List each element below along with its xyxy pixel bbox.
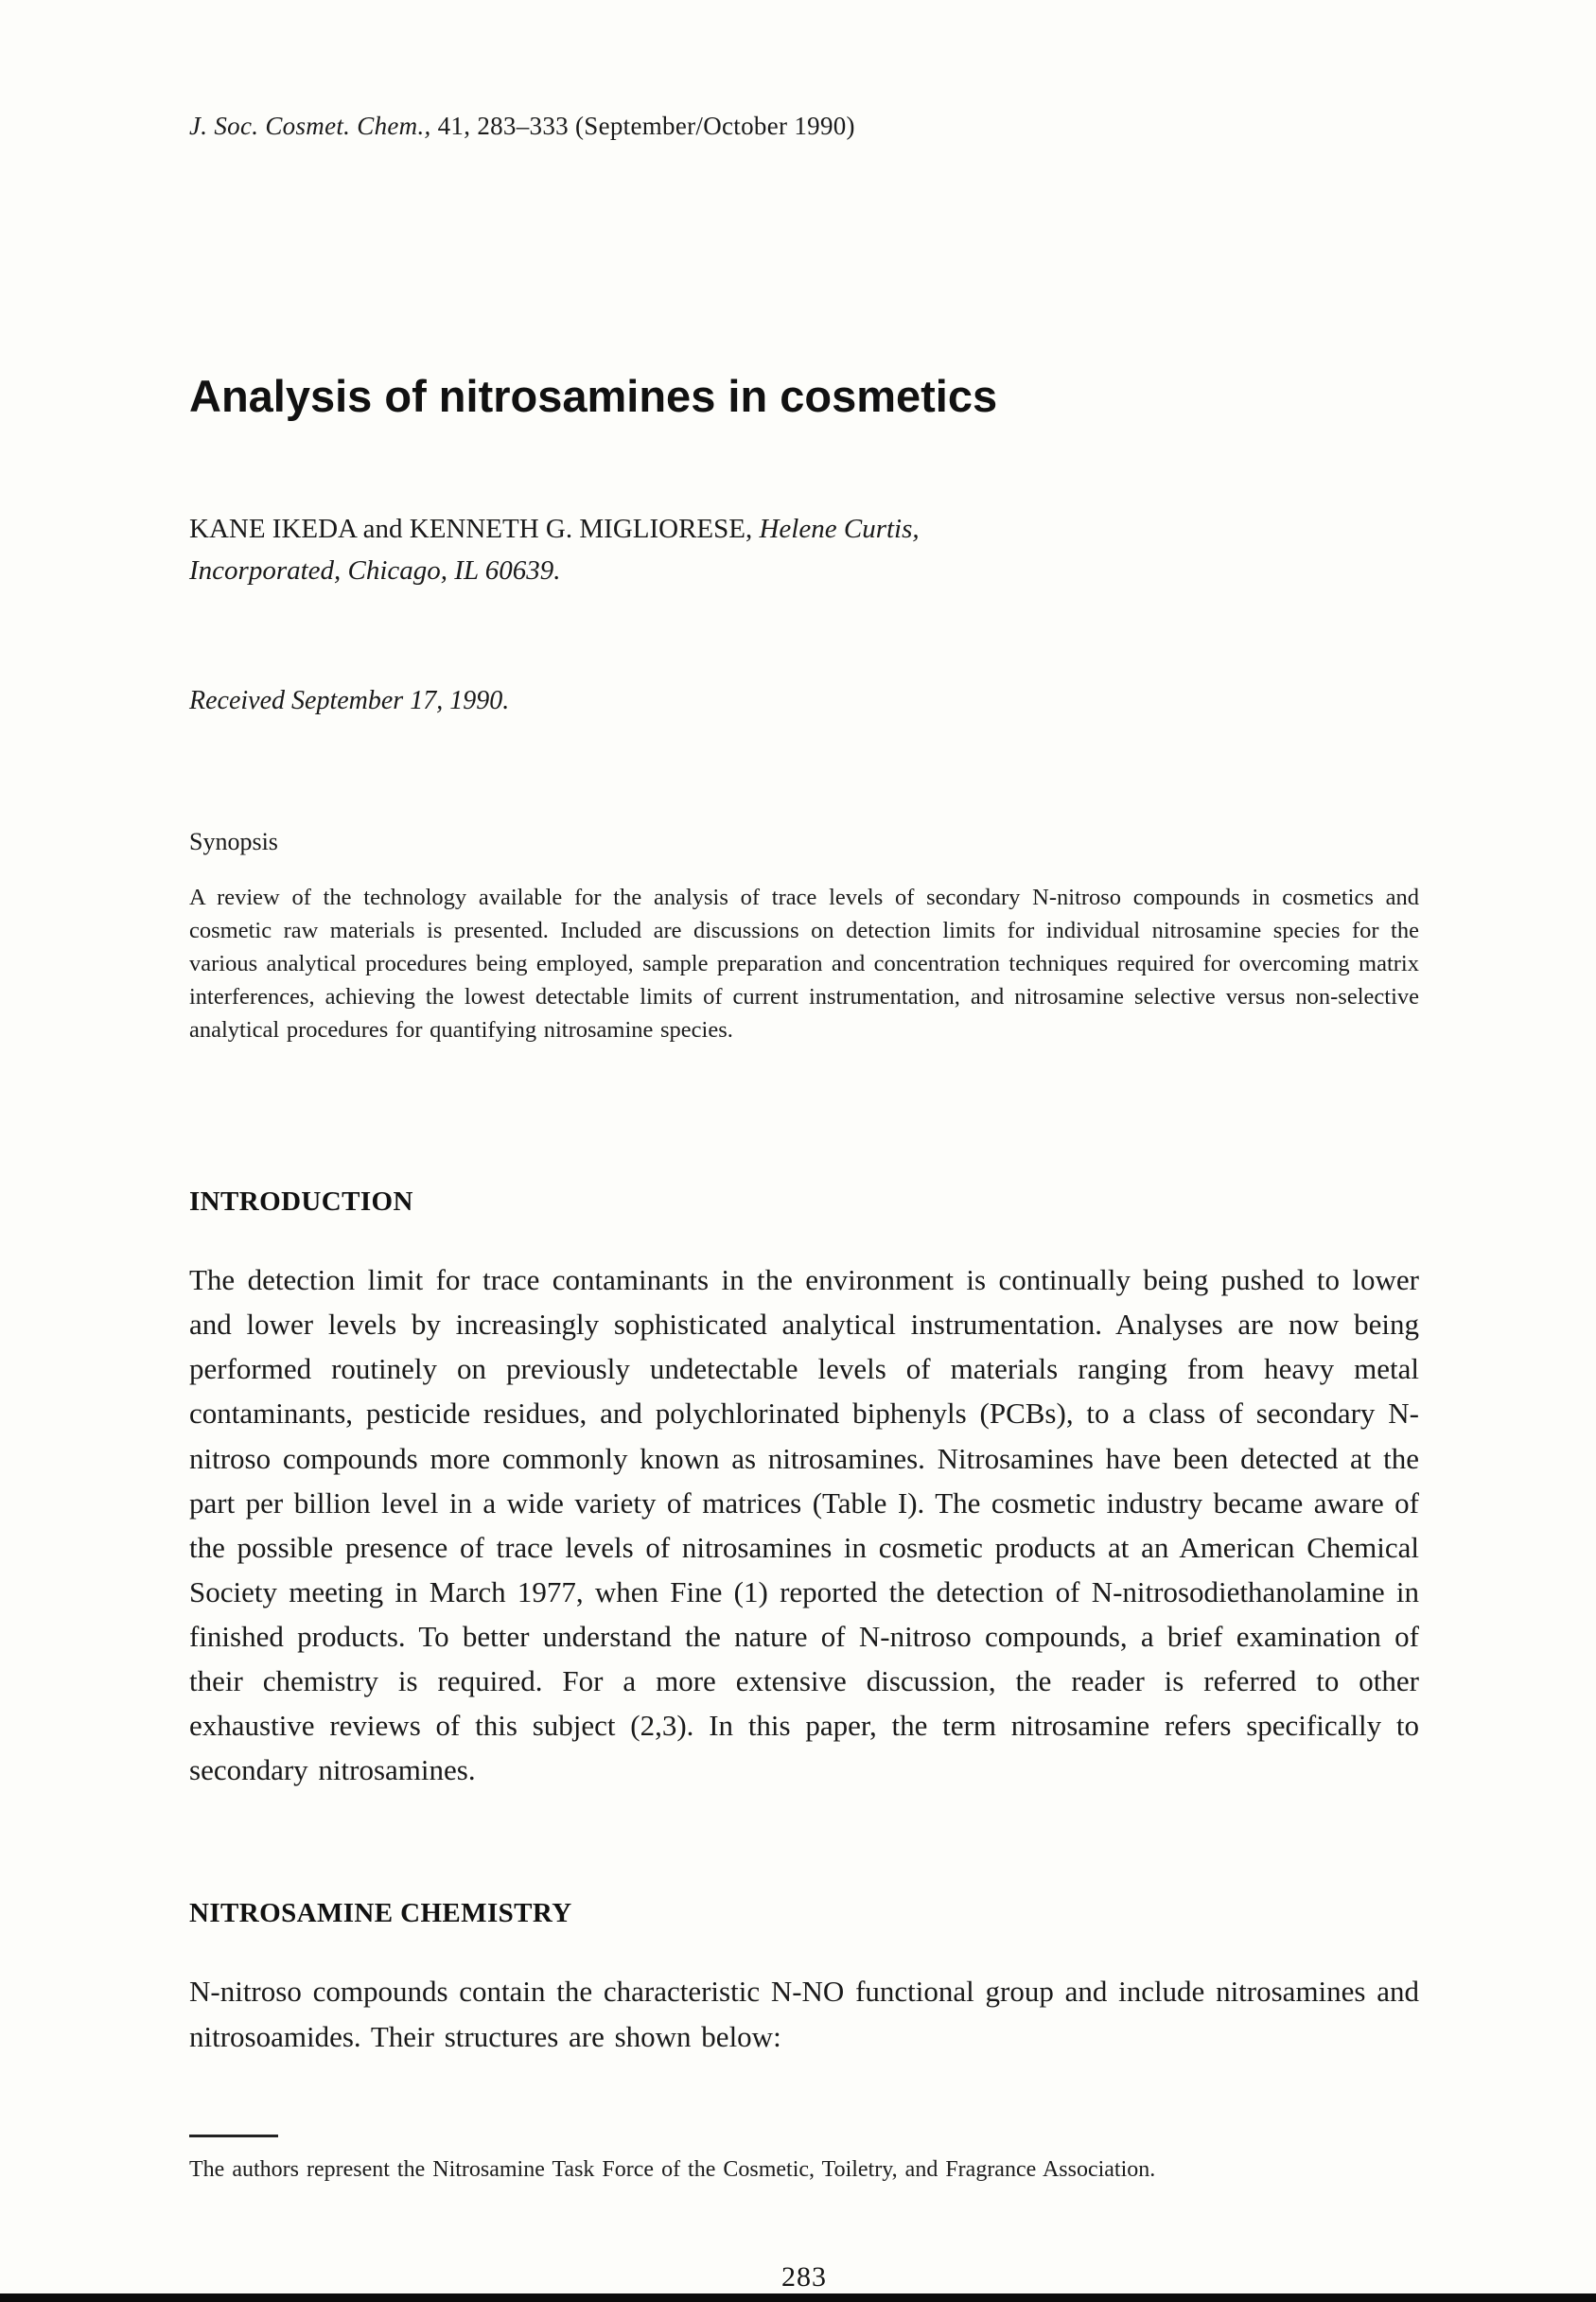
journal-citation: 41, 283–333 (September/October 1990)	[437, 112, 855, 140]
page-content	[189, 0, 1419, 2293]
received-date: Received September 17, 1990.	[189, 686, 510, 715]
chemistry-section	[189, 1898, 1419, 2058]
author-names: KANE IKEDA and KENNETH G. MIGLIORESE,	[189, 514, 753, 544]
article-title: Analysis of nitrosamines in cosmetics	[189, 371, 998, 421]
introduction-heading: INTRODUCTION	[189, 1186, 413, 1218]
introduction-section	[189, 1186, 1419, 1792]
synopsis-heading: Synopsis	[189, 828, 278, 855]
chemistry-heading: NITROSAMINE CHEMISTRY	[189, 1898, 572, 1929]
page-number: 283	[781, 2261, 827, 2293]
affiliation-line2: Incorporated, Chicago, IL 60639.	[189, 554, 561, 586]
footnote-text: The authors represent the Nitrosamine Task Force of the Cosmetic, Toiletry, and Fragrance Association.	[189, 2156, 1156, 2182]
synopsis-section	[189, 828, 1419, 1046]
footnote	[189, 2135, 1419, 2187]
footnote-rule	[189, 2135, 278, 2137]
synopsis-text: A review of the technology available for the analysis of trace levels of secondary N-nitroso compounds in cosmetics and cosmetic raw materials is presented. Included are discussions on detection limits for individual nitrosamine species for the various analytical procedures being employed, sample preparation and concentration techniques required for overcoming matrix interferences, achieving the lowest detectable limits of current instrumentation, and nitrosamine selective versus non-selective analytical procedures for quantifying nitrosamine species.	[189, 885, 1419, 1044]
author-line	[189, 509, 1419, 591]
introduction-text: The detection limit for trace contaminants in the environment is continually being pushed to lower and lower levels by increasingly sophisticated analytical instrumentation. Analyses are now being performed routinely on previously undetectable levels of materials ranging from heavy metal contaminants, pesticide residues, and polychlorinated biphenyls (PCBs), to a class of secondary N-nitroso compounds more commonly known as nitrosamines. Nitrosamines have been detected at the part per billion level in a wide variety of matrices (Table I). The cosmetic industry became aware of the possible presence of trace levels of nitrosamines in cosmetic products at an American Chemical Society meeting in March 1977, when Fine (1) reported the detection of N-nitrosodiethanolamine in finished products. To better understand the nature of N-nitroso compounds, a brief examination of their chemistry is required. For a more extensive discussion, the reader is referred to other exhaustive reviews of this subject (2,3). In this paper, the term nitrosamine refers specifically to secondary nitrosamines.	[189, 1263, 1419, 1787]
chemistry-text: N-nitroso compounds contain the characteristic N-NO functional group and include nitrosamines and nitrosoamides. Their structures are shown below:	[189, 1975, 1419, 2053]
journal-reference	[189, 112, 1419, 141]
journal-name: J. Soc. Cosmet. Chem.,	[189, 112, 431, 140]
scan-edge-artifact	[0, 2293, 1596, 2302]
affiliation-line1: Helene Curtis,	[759, 514, 920, 544]
